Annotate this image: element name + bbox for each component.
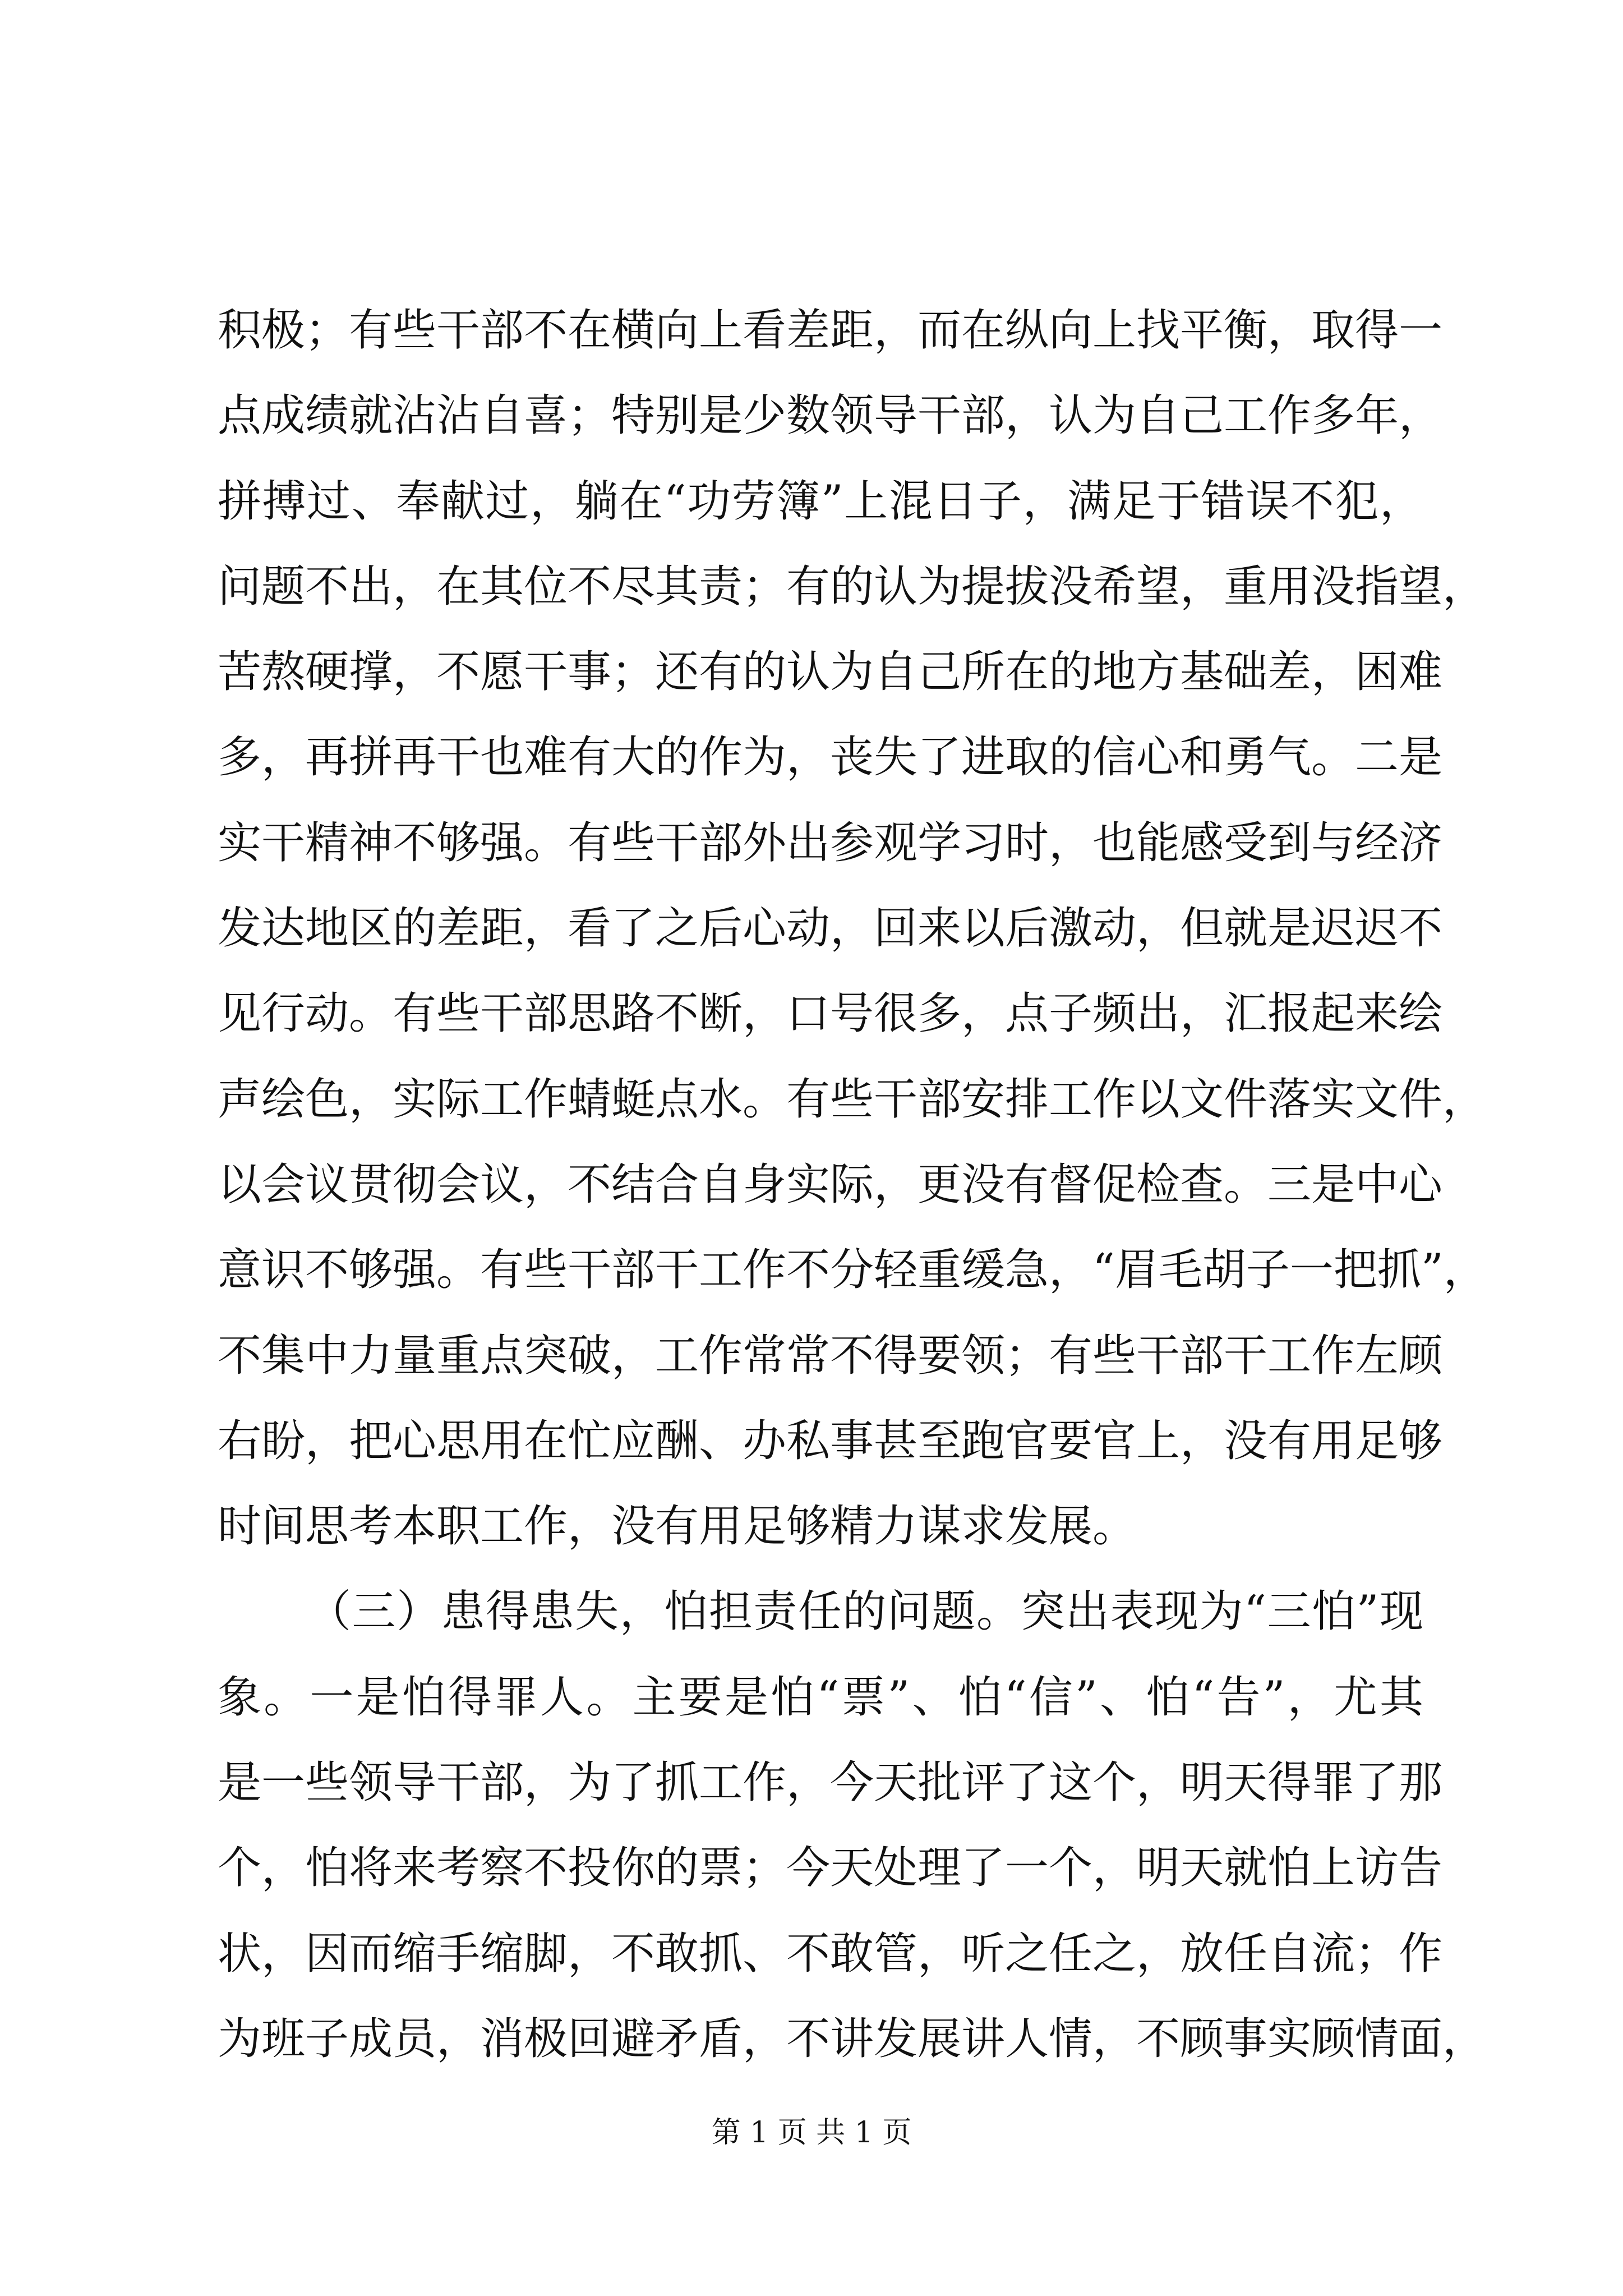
text-line: 多，再拼再干也难有大的作为，丧失了进取的信心和勇气。二是 [218,732,1443,783]
text-line: 点成绩就沾沾自喜；特别是少数领导干部，认为自己工作多年， [218,390,1443,441]
text-line: 状，因而缩手缩脚，不敢抓、不敢管，听之任之，放任自流；作 [218,1928,1443,1979]
text-line: 意识不够强。有些干部干工作不分轻重缓急，“眉毛胡子一把抓”， [218,1245,1487,1296]
text-line: 象。一是怕得罪人。主要是怕“票”、怕“信”、怕“告”，尤其 [218,1672,1423,1723]
text-line: 实干精神不够强。有些干部外出参观学习时，也能感受到与经济 [218,817,1443,868]
text-line: 不集中力量重点突破，工作常常不得要领；有些干部干工作左顾 [218,1330,1443,1381]
text-line: 个，怕将来考察不投你的票；今天处理了一个，明天就怕上访告 [218,1843,1443,1894]
body-text [218,288,1487,2082]
text-line: 是一些领导干部，为了抓工作，今天批评了这个，明天得罪了那 [218,1757,1443,1809]
page-number-footer: 第 1 页 共 1 页 [711,2116,912,2150]
text-line: 拼搏过、奉献过，躺在“功劳簿”上混日子，满足于错误不犯， [218,476,1423,527]
section-heading-line: （三）患得患失，怕担责任的问题。突出表现为“三怕”现 [307,1586,1423,1637]
text-line: 发达地区的差距，看了之后心动，回来以后激动，但就是迟迟不 [218,903,1443,954]
paragraph-last-line: 时间思考本职工作，没有用足够精力谋求发展。 [218,1501,1137,1552]
text-line: 见行动。有些干部思路不断，口号很多，点子频出，汇报起来绘 [218,988,1443,1039]
text-line: 苦熬硬撑，不愿干事；还有的认为自己所在的地方基础差，困难 [218,647,1443,698]
text-line: 为班子成员，消极回避矛盾，不讲发展讲人情，不顾事实顾情面， [218,2013,1487,2064]
text-line: 声绘色，实际工作蜻蜓点水。有些干部安排工作以文件落实文件， [218,1074,1487,1125]
text-line: 问题不出，在其位不尽其责；有的认为提拔没希望，重用没指望， [218,561,1487,612]
text-line: 以会议贯彻会议，不结合自身实际，更没有督促检查。三是中心 [218,1159,1443,1210]
text-line: 右盼，把心思用在忙应酬、办私事甚至跑官要官上，没有用足够 [218,1415,1443,1466]
text-line: 积极；有些干部不在横向上看差距，而在纵向上找平衡，取得一 [218,305,1443,356]
